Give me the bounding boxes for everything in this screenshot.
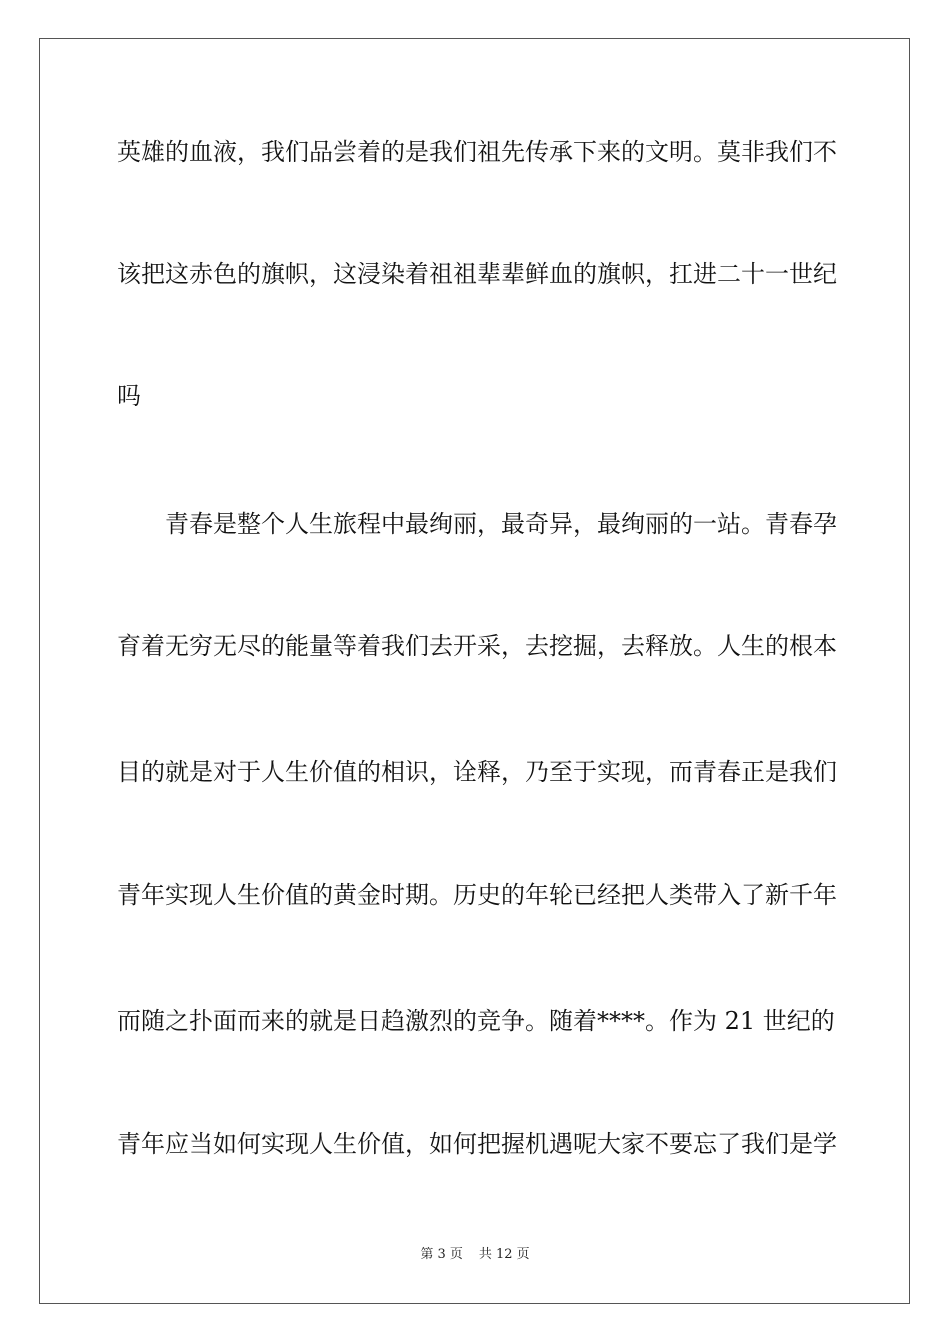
page-total: 共 12 页 — [478, 1247, 530, 1262]
paragraph-line: 吗 — [117, 382, 141, 410]
page-footer — [0, 1247, 950, 1263]
page-number: 第 3 页 — [420, 1247, 463, 1262]
paragraph-line: 青年应当如何实现人生价值，如何把握机遇呢大家不要忘了我们是学 — [117, 1130, 837, 1158]
paragraph-line: 青年实现人生价值的黄金时期。历史的年轮已经把人类带入了新千年 — [117, 881, 837, 909]
paragraph-line: 该把这赤色的旗帜，这浸染着祖祖辈辈鲜血的旗帜，扛进二十一世纪 — [117, 260, 837, 288]
paragraph-line: 育着无穷无尽的能量等着我们去开采，去挖掘，去释放。人生的根本 — [117, 632, 837, 660]
paragraph-line: 英雄的血液，我们品尝着的是我们祖先传承下来的文明。莫非我们不 — [117, 138, 837, 166]
paragraph-line: 目的就是对于人生价值的相识，诠释，乃至于实现，而青春正是我们 — [117, 758, 837, 786]
page-border — [39, 38, 910, 1304]
paragraph-line: 而随之扑面而来的就是日趋激烈的竞争。随着****。作为 21 世纪的 — [117, 1007, 835, 1035]
paragraph-line: 青春是整个人生旅程中最绚丽，最奇异，最绚丽的一站。青春孕 — [165, 510, 837, 538]
